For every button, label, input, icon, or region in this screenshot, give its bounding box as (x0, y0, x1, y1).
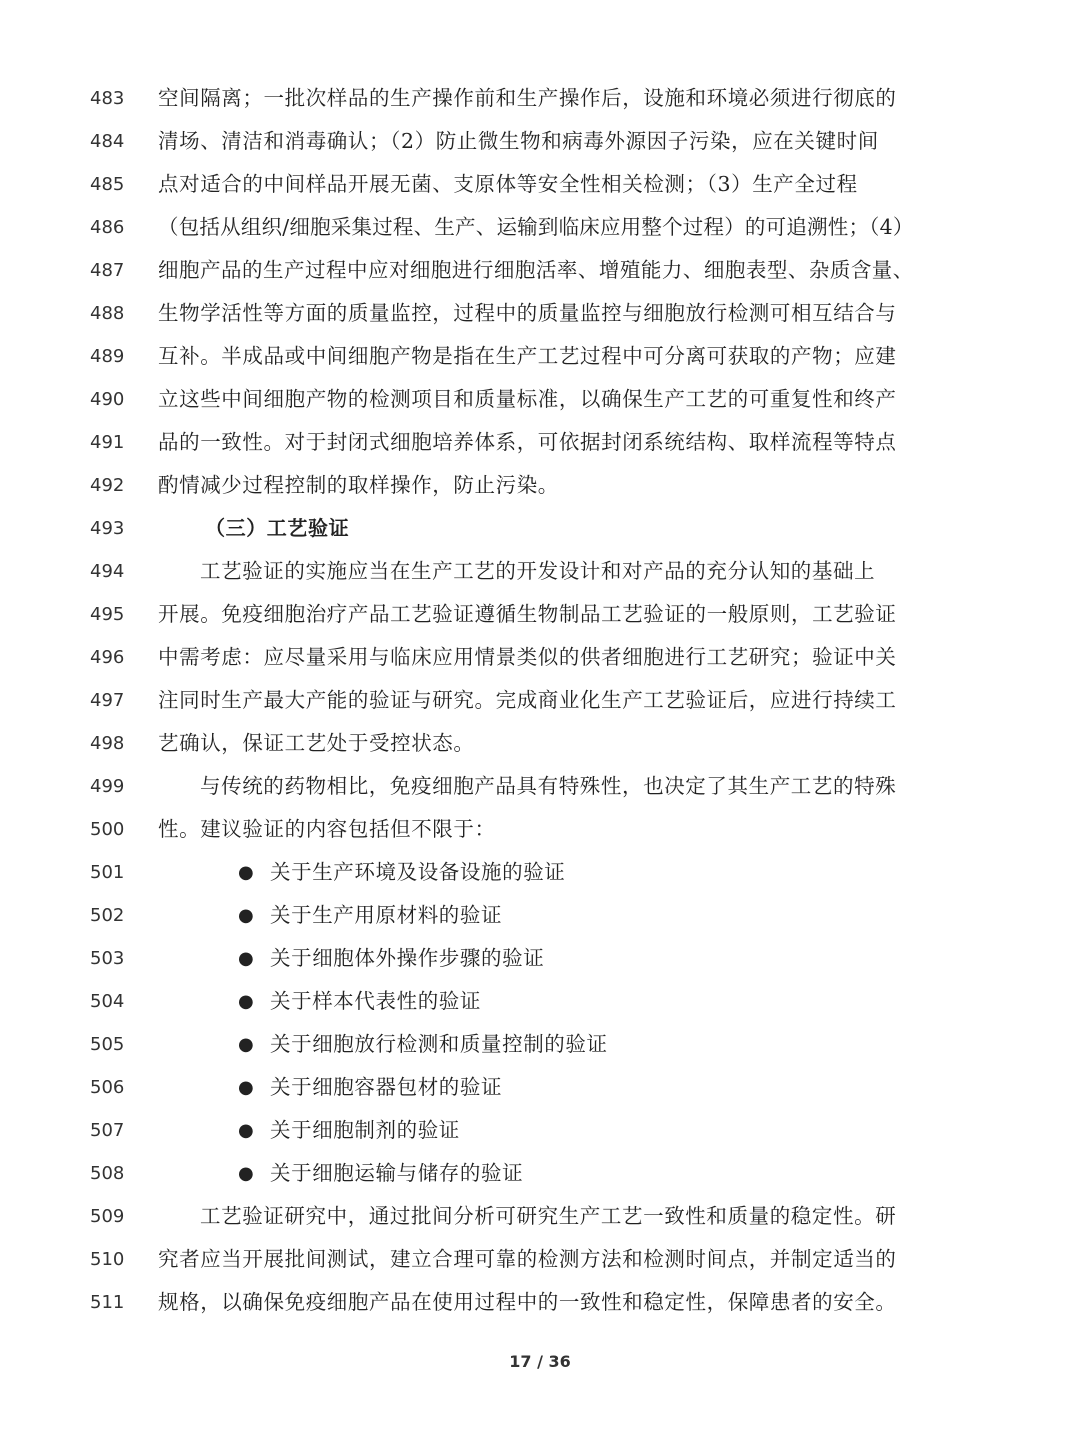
line-text: 与传统的药物相比，免疫细胞产品具有特殊性，也决定了其生产工艺的特殊 (200, 774, 897, 798)
line-number: 511 (90, 1292, 125, 1313)
text-line (0, 593, 1080, 636)
line-text: 关于细胞容器包材的验证 (270, 1075, 503, 1099)
line-number: 486 (90, 217, 125, 238)
bullet-list-item (0, 1152, 1080, 1195)
text-line (0, 77, 1080, 120)
line-text: 点对适合的中间样品开展无菌、支原体等安全性相关检测；（3）生产全过程 (158, 172, 858, 196)
line-number: 504 (90, 991, 125, 1012)
bullet-list-item (0, 1109, 1080, 1152)
line-number: 499 (90, 776, 125, 797)
line-number: 496 (90, 647, 125, 668)
line-number: 509 (90, 1206, 125, 1227)
line-number: 493 (90, 518, 125, 539)
line-number: 510 (90, 1249, 125, 1270)
text-line (0, 1281, 1080, 1324)
bullet-icon: ● (238, 1077, 254, 1098)
line-number: 485 (90, 174, 125, 195)
text-line (0, 120, 1080, 163)
line-text: 开展。免疫细胞治疗产品工艺验证遵循生物制品工艺验证的一般原则，工艺验证 (158, 602, 897, 626)
document-body (0, 77, 1080, 1324)
line-text: 工艺验证的实施应当在生产工艺的开发设计和对产品的充分认知的基础上 (200, 559, 876, 583)
line-text: 互补。半成品或中间细胞产物是指在生产工艺过程中可分离可获取的产物；应建 (158, 344, 897, 368)
line-text: 工艺验证研究中，通过批间分析可研究生产工艺一致性和质量的稳定性。研 (200, 1204, 897, 1228)
line-number: 507 (90, 1120, 125, 1141)
line-text: 生物学活性等方面的质量监控，过程中的质量监控与细胞放行检测可相互结合与 (158, 301, 897, 325)
line-number: 494 (90, 561, 125, 582)
line-text: 注同时生产最大产能的验证与研究。完成商业化生产工艺验证后，应进行持续工 (158, 688, 897, 712)
bullet-icon: ● (238, 1034, 254, 1055)
line-text: 究者应当开展批间测试，建立合理可靠的检测方法和检测时间点，并制定适当的 (158, 1247, 897, 1271)
line-text: 关于细胞体外操作步骤的验证 (270, 946, 545, 970)
line-number: 501 (90, 862, 125, 883)
text-line (0, 464, 1080, 507)
line-text: 细胞产品的生产过程中应对细胞进行细胞活率、增殖能力、细胞表型、杂质含量、 (158, 258, 914, 282)
line-number: 491 (90, 432, 125, 453)
bullet-list-item (0, 980, 1080, 1023)
text-line (0, 679, 1080, 722)
line-text: 品的一致性。对于封闭式细胞培养体系，可依据封闭系统结构、取样流程等特点 (158, 430, 897, 454)
line-text: 清场、清洁和消毒确认；（2）防止微生物和病毒外源因子污染，应在关键时间 (158, 129, 879, 153)
bullet-list-item (0, 1023, 1080, 1066)
line-text: 中需考虑：应尽量采用与临床应用情景类似的供者细胞进行工艺研究；验证中关 (158, 645, 897, 669)
line-number: 506 (90, 1077, 125, 1098)
text-line (0, 421, 1080, 464)
bullet-icon: ● (238, 862, 254, 883)
line-text: 关于细胞运输与储存的验证 (270, 1161, 524, 1185)
line-text: 关于生产用原材料的验证 (270, 903, 503, 927)
bullet-icon: ● (238, 905, 254, 926)
line-number: 492 (90, 475, 125, 496)
line-number: 489 (90, 346, 125, 367)
line-text: 规格，以确保免疫细胞产品在使用过程中的一致性和稳定性，保障患者的安全。 (158, 1290, 897, 1314)
line-text: 关于细胞放行检测和质量控制的验证 (270, 1032, 608, 1056)
text-line (0, 206, 1080, 249)
line-number: 498 (90, 733, 125, 754)
line-text: 艺确认，保证工艺处于受控状态。 (158, 731, 475, 755)
line-number: 487 (90, 260, 125, 281)
line-number: 495 (90, 604, 125, 625)
bullet-icon: ● (238, 948, 254, 969)
text-line (0, 292, 1080, 335)
line-text: （包括从组织/细胞采集过程、生产、运输到临床应用整个过程）的可追溯性；（4） (158, 215, 914, 239)
text-line (0, 249, 1080, 292)
bullet-list-item (0, 851, 1080, 894)
line-number: 502 (90, 905, 125, 926)
line-number: 503 (90, 948, 125, 969)
line-number: 500 (90, 819, 125, 840)
line-number: 505 (90, 1034, 125, 1055)
text-line (0, 1238, 1080, 1281)
text-line (0, 765, 1080, 808)
line-text: 性。建议验证的内容包括但不限于： (158, 817, 496, 841)
line-number: 488 (90, 303, 125, 324)
line-number: 508 (90, 1163, 125, 1184)
line-text: 关于细胞制剂的验证 (270, 1118, 460, 1142)
section-heading-line (0, 507, 1080, 550)
section-heading: （三）工艺验证 (205, 516, 350, 540)
line-text: 立这些中间细胞产物的检测项目和质量标准，以确保生产工艺的可重复性和终产 (158, 387, 897, 411)
text-line (0, 636, 1080, 679)
text-line (0, 378, 1080, 421)
text-line (0, 1195, 1080, 1238)
line-text: 酌情减少过程控制的取样操作，防止污染。 (158, 473, 559, 497)
bullet-list-item (0, 1066, 1080, 1109)
bullet-icon: ● (238, 1163, 254, 1184)
line-text: 关于样本代表性的验证 (270, 989, 481, 1013)
line-number: 483 (90, 88, 125, 109)
bullet-list-item (0, 937, 1080, 980)
line-number: 490 (90, 389, 125, 410)
page-number: 17 / 36 (509, 1352, 571, 1371)
text-line (0, 722, 1080, 765)
bullet-icon: ● (238, 991, 254, 1012)
line-text: 空间隔离；一批次样品的生产操作前和生产操作后，设施和环境必须进行彻底的 (158, 86, 897, 110)
line-text: 关于生产环境及设备设施的验证 (270, 860, 566, 884)
text-line (0, 808, 1080, 851)
text-line (0, 335, 1080, 378)
bullet-icon: ● (238, 1120, 254, 1141)
line-number: 497 (90, 690, 125, 711)
text-line (0, 550, 1080, 593)
bullet-list-item (0, 894, 1080, 937)
text-line (0, 163, 1080, 206)
line-number: 484 (90, 131, 125, 152)
